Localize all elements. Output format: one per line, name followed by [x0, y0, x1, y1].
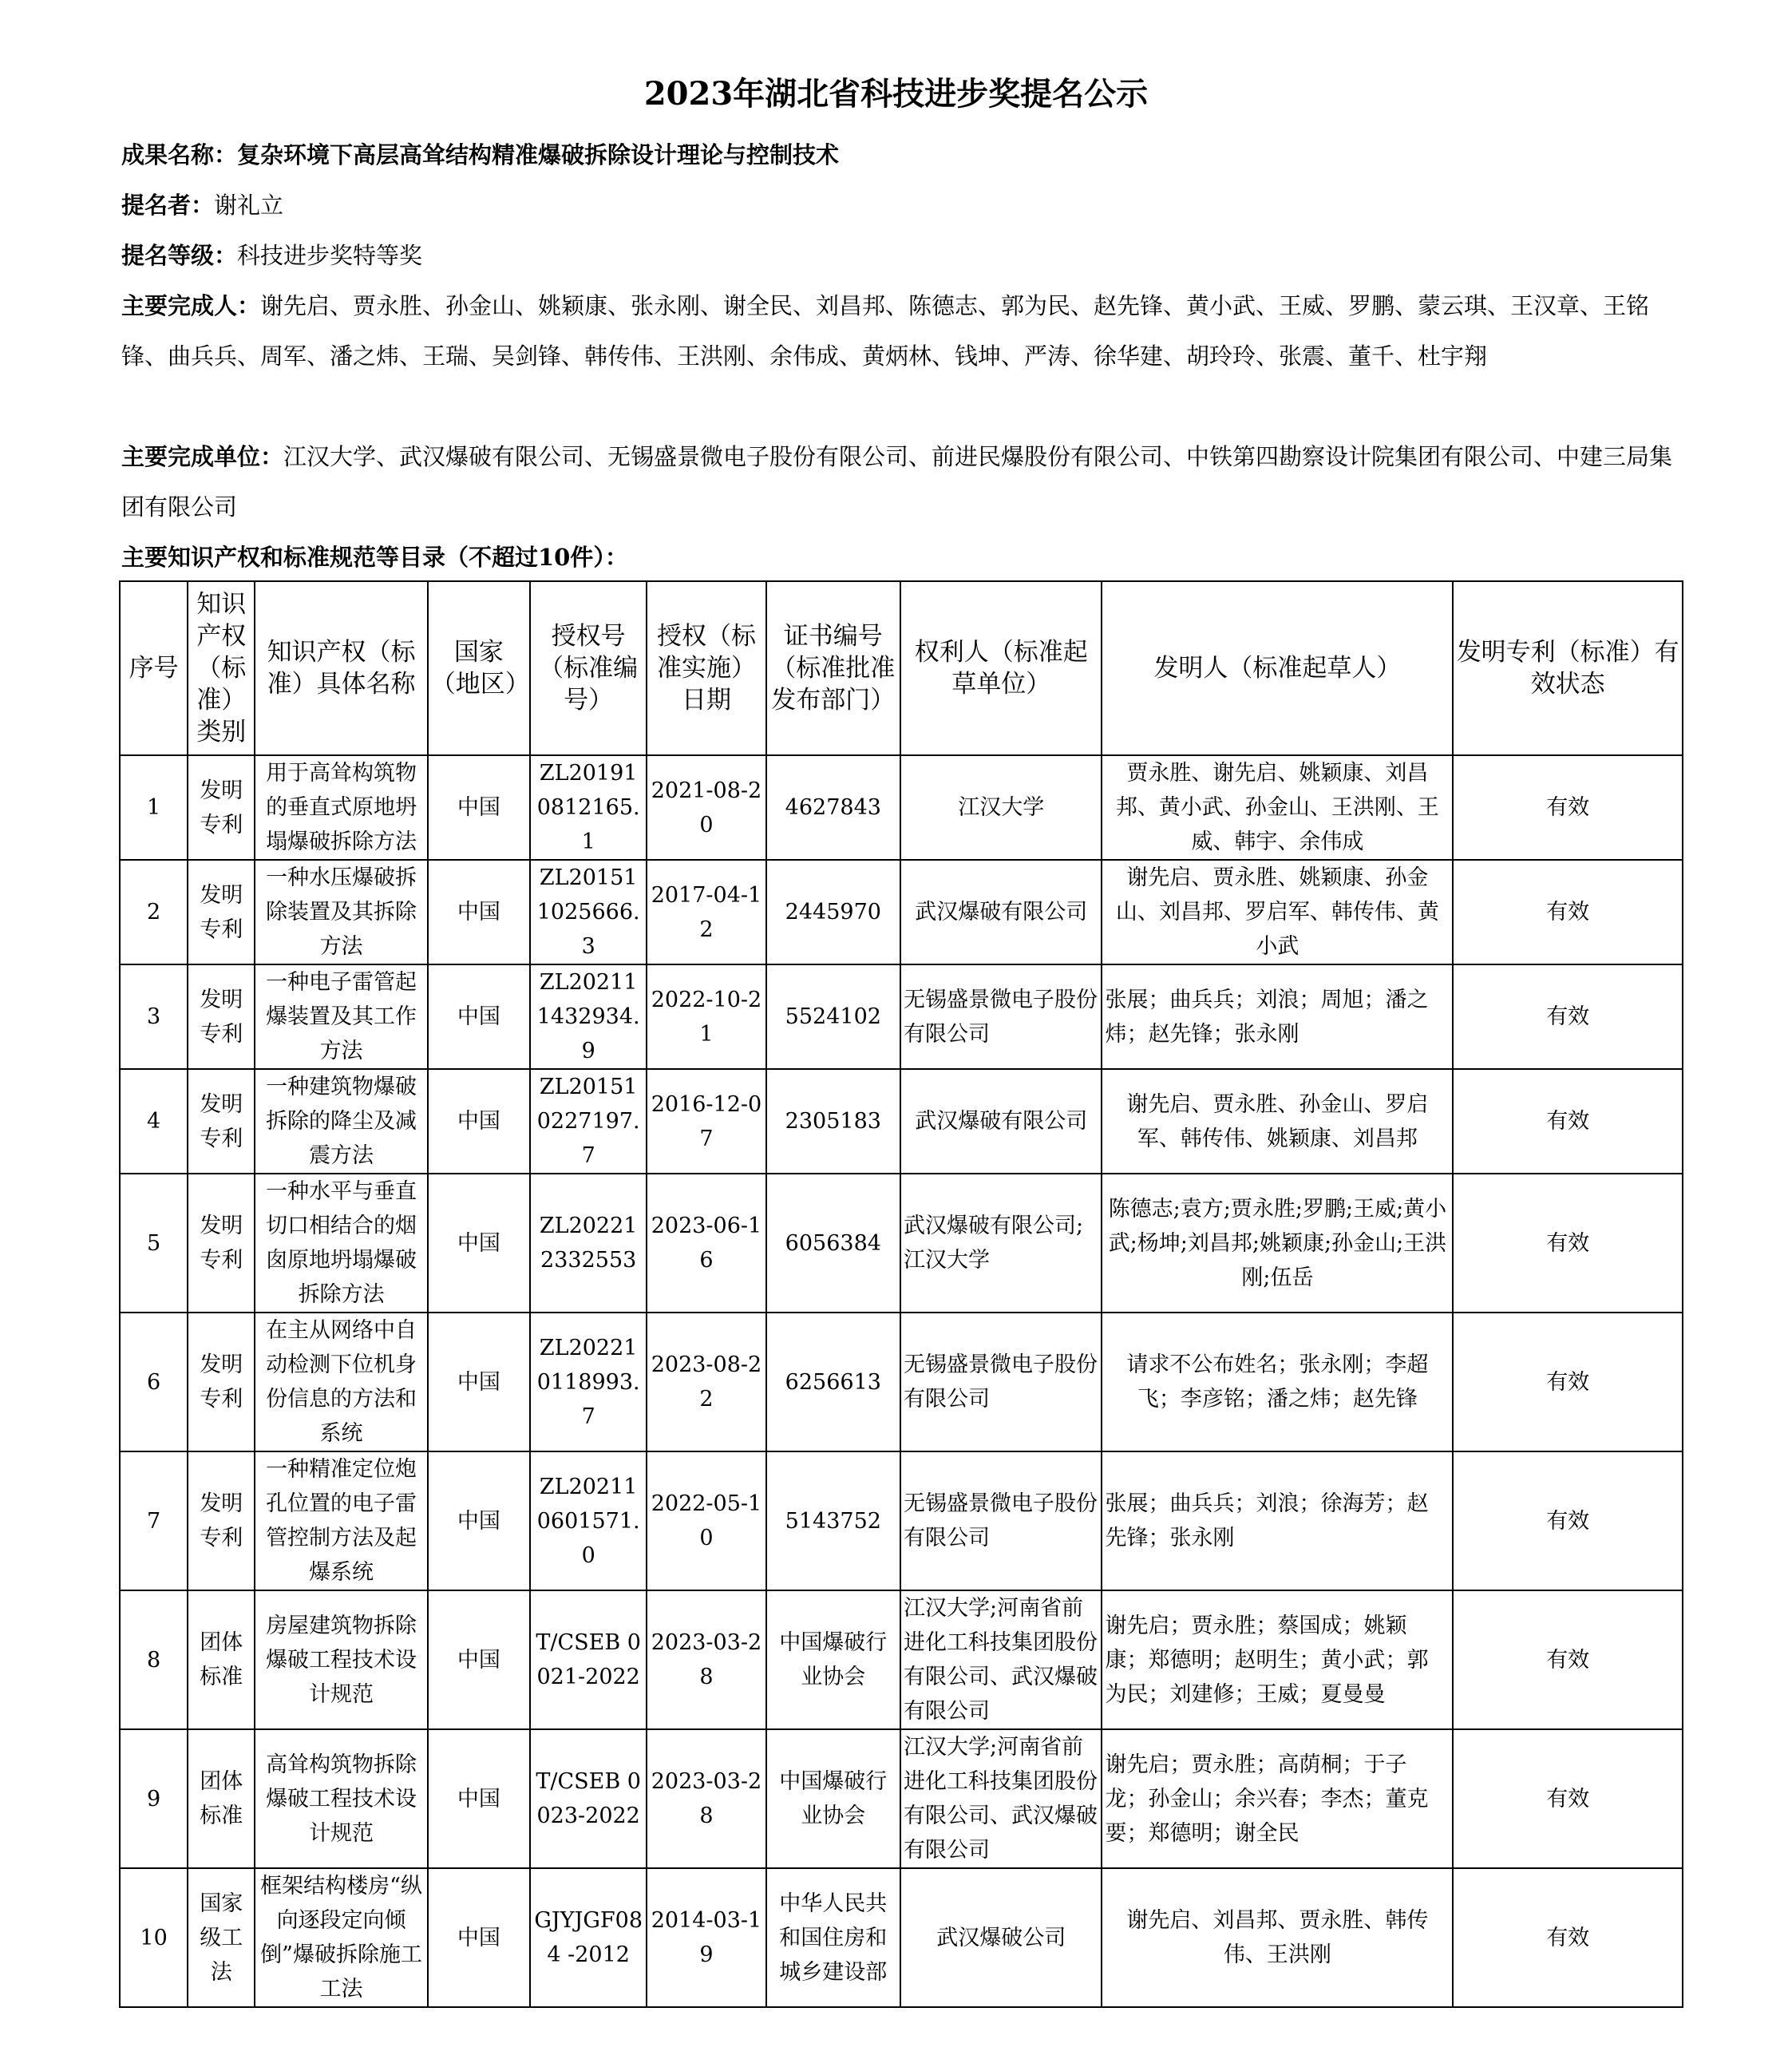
header-inventors: 发明人（标准起草人）: [1102, 581, 1453, 755]
cell-country: 中国: [428, 860, 530, 964]
cell-type: 发明专利: [188, 964, 255, 1069]
table-row: [120, 1313, 1683, 1451]
cell-auth-no: ZL202111432934.9: [530, 964, 647, 1069]
cell-type: 发明专利: [188, 860, 255, 964]
cell-no: 10: [120, 1868, 188, 2007]
nominator-label: 提名者：: [121, 192, 215, 219]
cell-auth-no: ZL201511025666.3: [530, 860, 647, 964]
cell-owner: 江汉大学;河南省前进化工科技集团股份有限公司、武汉爆破有限公司: [900, 1590, 1102, 1729]
result-name-line: [121, 130, 1686, 180]
table-row: [120, 1069, 1683, 1174]
cell-cert: 中华人民共和国住房和城乡建设部: [766, 1868, 900, 2007]
header-country: 国家（地区）: [428, 581, 530, 755]
table-row: [120, 1590, 1683, 1729]
cell-inventors: 谢先启；贾永胜；蔡国成；姚颖康；郑德明；赵明生；黄小武；郭为民；刘建修；王威；夏曼曼: [1102, 1590, 1453, 1729]
cell-owner: 武汉爆破公司: [900, 1868, 1102, 2007]
cell-name: 一种精准定位炮孔位置的电子雷管控制方法及起爆系统: [255, 1451, 427, 1590]
cell-name: 房屋建筑物拆除爆破工程技术设计规范: [255, 1590, 427, 1729]
cell-status: 有效: [1453, 1313, 1683, 1451]
cell-status: 有效: [1453, 1868, 1683, 2007]
cell-type: 发明专利: [188, 1313, 255, 1451]
main-persons-value: 谢先启、贾永胜、孙金山、姚颖康、张永刚、谢全民、刘昌邦、陈德志、郭为民、赵先锋、黄小武、王威、罗鹏、蒙云琪、王汉章、王铭锋、曲兵兵、周军、潘之炜、王瑞、吴剑锋、韩传伟、王洪刚、余伟成、黄炳林、钱坤、严涛、徐华建、胡玲玲、张震、董千、杜宇翔: [121, 292, 1650, 370]
header-no: 序号: [120, 581, 188, 755]
header-status: 发明专利（标准）有效状态: [1453, 581, 1683, 755]
level-label: 提名等级：: [121, 242, 238, 269]
cell-name: 一种水平与垂直切口相结合的烟囱原地坍塌爆破拆除方法: [255, 1174, 427, 1313]
header-type: 知识产权（标准）类别: [188, 581, 255, 755]
cell-country: 中国: [428, 1069, 530, 1174]
cell-country: 中国: [428, 964, 530, 1069]
cell-no: 8: [120, 1590, 188, 1729]
cell-status: 有效: [1453, 1590, 1683, 1729]
header-date: 授权（标准实施）日期: [647, 581, 765, 755]
cell-date: 2014-03-19: [647, 1868, 765, 2007]
header-name: 知识产权（标准）具体名称: [255, 581, 427, 755]
cell-name: 高耸构筑物拆除爆破工程技术设计规范: [255, 1729, 427, 1868]
cell-cert: 6056384: [766, 1174, 900, 1313]
cell-date: 2022-10-21: [647, 964, 765, 1069]
cell-no: 1: [120, 755, 188, 860]
cell-inventors: 请求不公布姓名；张永刚；李超飞；李彦铭；潘之炜；赵先锋: [1102, 1313, 1453, 1451]
cell-auth-no: ZL202110601571.0: [530, 1451, 647, 1590]
cell-owner: 无锡盛景微电子股份有限公司: [900, 1451, 1102, 1590]
main-units-value: 江汉大学、武汉爆破有限公司、无锡盛景微电子股份有限公司、前进民爆股份有限公司、中铁第四勘察设计院集团有限公司、中建三局集团有限公司: [121, 443, 1673, 521]
cell-country: 中国: [428, 1313, 530, 1451]
cell-date: 2021-08-20: [647, 755, 765, 860]
cell-date: 2016-12-07: [647, 1069, 765, 1174]
cell-no: 9: [120, 1729, 188, 1868]
cell-status: 有效: [1453, 1174, 1683, 1313]
cell-auth-no: GJYJGF084 -2012: [530, 1868, 647, 2007]
cell-status: 有效: [1453, 1069, 1683, 1174]
level-line: [121, 231, 1686, 281]
cell-owner: 无锡盛景微电子股份有限公司: [900, 1313, 1102, 1451]
cell-type: 团体标准: [188, 1590, 255, 1729]
cell-inventors: 张展；曲兵兵；刘浪；徐海芳；赵先锋；张永刚: [1102, 1451, 1453, 1590]
cell-date: 2023-03-28: [647, 1590, 765, 1729]
table-row: [120, 1451, 1683, 1590]
cell-status: 有效: [1453, 755, 1683, 860]
cell-auth-no: ZL201910812165.1: [530, 755, 647, 860]
table-row: [120, 964, 1683, 1069]
result-name-label: 成果名称：: [121, 141, 238, 168]
cell-no: 5: [120, 1174, 188, 1313]
cell-type: 发明专利: [188, 1069, 255, 1174]
nominator-line: [121, 180, 1686, 231]
cell-owner: 江汉大学;河南省前进化工科技集团股份有限公司、武汉爆破有限公司: [900, 1729, 1102, 1868]
cell-cert: 2305183: [766, 1069, 900, 1174]
cell-owner: 武汉爆破有限公司: [900, 1069, 1102, 1174]
table-row: [120, 1174, 1683, 1313]
main-persons-label: 主要完成人：: [121, 292, 261, 319]
header-cert: 证书编号（标准批准发布部门）: [766, 581, 900, 755]
cell-country: 中国: [428, 1729, 530, 1868]
cell-auth-no: ZL202212332553: [530, 1174, 647, 1313]
table-row: [120, 1729, 1683, 1868]
main-persons-line: [121, 281, 1686, 382]
cell-owner: 无锡盛景微电子股份有限公司: [900, 964, 1102, 1069]
cell-date: 2017-04-12: [647, 860, 765, 964]
cell-inventors: 谢先启、贾永胜、姚颖康、孙金山、刘昌邦、罗启军、韩传伟、黄小武: [1102, 860, 1453, 964]
table-row: [120, 755, 1683, 860]
cell-status: 有效: [1453, 964, 1683, 1069]
cell-cert: 中国爆破行业协会: [766, 1590, 900, 1729]
cell-type: 发明专利: [188, 1451, 255, 1590]
cell-inventors: 张展；曲兵兵；刘浪；周旭；潘之炜；赵先锋；张永刚: [1102, 964, 1453, 1069]
cell-inventors: 贾永胜、谢先启、姚颖康、刘昌邦、黄小武、孙金山、王洪刚、王威、韩宇、余伟成: [1102, 755, 1453, 860]
cell-country: 中国: [428, 1868, 530, 2007]
cell-cert: 5524102: [766, 964, 900, 1069]
cell-type: 团体标准: [188, 1729, 255, 1868]
cell-cert: 中国爆破行业协会: [766, 1729, 900, 1868]
cell-cert: 5143752: [766, 1451, 900, 1590]
header-auth-no: 授权号（标准编号）: [530, 581, 647, 755]
table-row: [120, 1868, 1683, 2007]
cell-cert: 2445970: [766, 860, 900, 964]
cell-country: 中国: [428, 1451, 530, 1590]
cell-name: 在主从网络中自动检测下位机身份信息的方法和系统: [255, 1313, 427, 1451]
main-units-label: 主要完成单位：: [121, 443, 284, 470]
cell-inventors: 谢先启、刘昌邦、贾永胜、韩传伟、王洪刚: [1102, 1868, 1453, 2007]
cell-date: 2022-05-10: [647, 1451, 765, 1590]
ip-list-heading: 主要知识产权和标准规范等目录（不超过10件）：: [121, 544, 628, 571]
result-name-value: 复杂环境下高层高耸结构精准爆破拆除设计理论与控制技术: [237, 141, 840, 168]
cell-status: 有效: [1453, 1729, 1683, 1868]
cell-name: 框架结构楼房“纵向逐段定向倾倒”爆破拆除施工工法: [255, 1868, 427, 2007]
cell-inventors: 陈德志;袁方;贾永胜;罗鹏;王威;黄小武;杨坤;刘昌邦;姚颖康;孙金山;王洪刚;伍岳: [1102, 1174, 1453, 1313]
cell-name: 一种电子雷管起爆装置及其工作方法: [255, 964, 427, 1069]
cell-type: 国家级工法: [188, 1868, 255, 2007]
cell-auth-no: T/CSEB 0023-2022: [530, 1729, 647, 1868]
cell-date: 2023-03-28: [647, 1729, 765, 1868]
cell-country: 中国: [428, 755, 530, 860]
level-value: 科技进步奖特等奖: [237, 242, 423, 269]
cell-no: 3: [120, 964, 188, 1069]
table-header-row: [120, 581, 1683, 755]
cell-date: 2023-06-16: [647, 1174, 765, 1313]
cell-date: 2023-08-22: [647, 1313, 765, 1451]
cell-auth-no: T/CSEB 0021-2022: [530, 1590, 647, 1729]
table-row: [120, 860, 1683, 964]
cell-name: 一种建筑物爆破拆除的降尘及减震方法: [255, 1069, 427, 1174]
cell-status: 有效: [1453, 860, 1683, 964]
cell-no: 2: [120, 860, 188, 964]
cell-name: 用于高耸构筑物的垂直式原地坍塌爆破拆除方法: [255, 755, 427, 860]
cell-auth-no: ZL201510227197.7: [530, 1069, 647, 1174]
cell-owner: 江汉大学: [900, 755, 1102, 860]
main-units-line: [121, 432, 1686, 533]
cell-cert: 4627843: [766, 755, 900, 860]
cell-country: 中国: [428, 1174, 530, 1313]
cell-owner: 武汉爆破有限公司;江汉大学: [900, 1174, 1102, 1313]
cell-status: 有效: [1453, 1451, 1683, 1590]
cell-no: 4: [120, 1069, 188, 1174]
header-owner: 权利人（标准起草单位）: [900, 581, 1102, 755]
cell-type: 发明专利: [188, 1174, 255, 1313]
cell-name: 一种水压爆破拆除装置及其拆除方法: [255, 860, 427, 964]
cell-cert: 6256613: [766, 1313, 900, 1451]
ip-table: [119, 580, 1683, 2008]
cell-country: 中国: [428, 1590, 530, 1729]
cell-no: 7: [120, 1451, 188, 1590]
nominator-value: 谢礼立: [214, 192, 284, 219]
cell-type: 发明专利: [188, 755, 255, 860]
cell-owner: 武汉爆破有限公司: [900, 860, 1102, 964]
cell-auth-no: ZL202210118993.7: [530, 1313, 647, 1451]
page-title: 2023年湖北省科技进步奖提名公示: [643, 75, 1149, 113]
cell-inventors: 谢先启；贾永胜；高荫桐；于子龙；孙金山；余兴春；李杰；董克要；郑德明；谢全民: [1102, 1729, 1453, 1868]
cell-inventors: 谢先启、贾永胜、孙金山、罗启军、韩传伟、姚颖康、刘昌邦: [1102, 1069, 1453, 1174]
cell-no: 6: [120, 1313, 188, 1451]
